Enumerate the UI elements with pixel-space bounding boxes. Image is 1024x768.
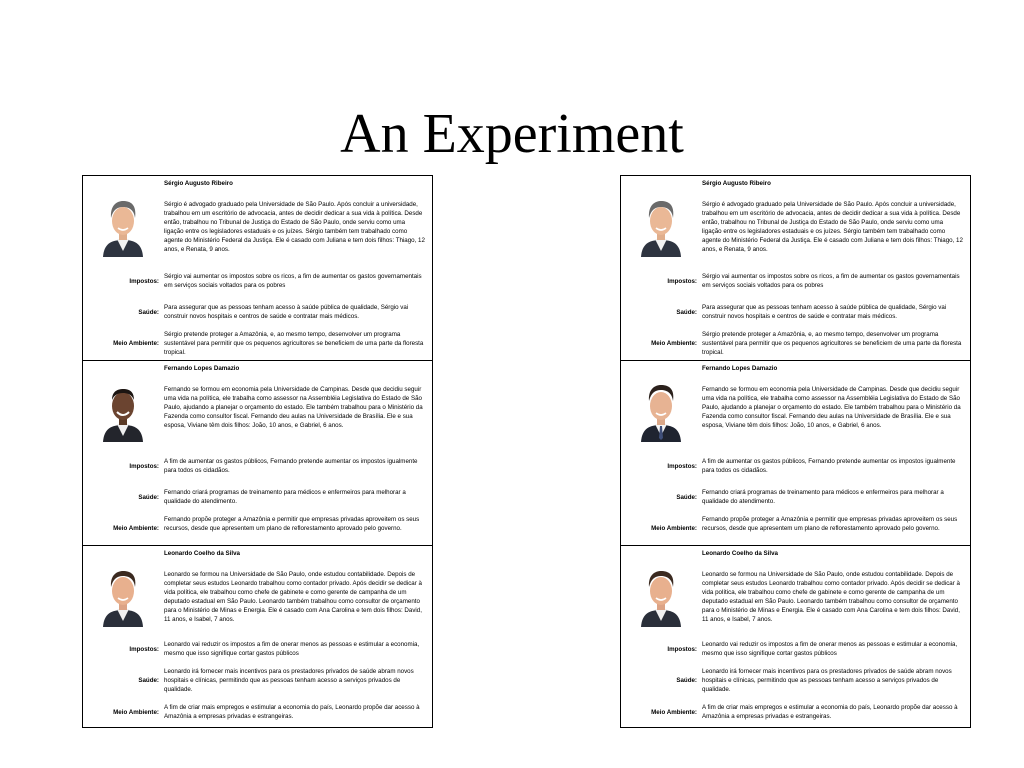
candidate-photo: [98, 193, 148, 257]
saude-text: Leonardo irá fornecer mais incentivos para os prestadores privados de saúde abram novos hospitais e clínicas, permitindo que as pessoas tenham acesso a serviços privados de qualidade.: [702, 668, 952, 693]
candidate-photo: [98, 563, 148, 627]
candidate-sergio: [83, 176, 432, 361]
saude-label: Saúde:: [676, 309, 697, 316]
meio-ambiente-label: Meio Ambiente:: [651, 525, 697, 532]
candidate-bio: Leonardo se formou na Universidade de São Paulo, onde estudou contabilidade. Depois de completar seus estudos Leonardo trabalhou como contador privado. Após decidir se dedicar à vida política, ele trabalhou como chefe de gabinete e como gerente de campanha de um deputado estadual em São Paulo. Leonardo também trabalhou como consultor de orçamento para o Ministério de Minas e Energia. Ele é casado com Ana Carolina e tem dois filhos: David, 11 anos, e Isabel, 7 anos.: [164, 571, 422, 623]
saude-label: Saúde:: [138, 677, 159, 684]
impostos-text: A fim de aumentar os gastos públicos, Fernando pretende aumentar os impostos igualmente para todos os cidadãos.: [702, 458, 956, 474]
meio-ambiente-label: Meio Ambiente:: [113, 340, 159, 347]
meio-ambiente-text: Sérgio pretende proteger a Amazônia, e, ao mesmo tempo, desenvolver um programa sustentável para permitir que os pequenos agricultores se beneficiem de uma parte da floresta tropical.: [702, 331, 962, 356]
saude-text: Leonardo irá fornecer mais incentivos para os prestadores privados de saúde abram novos hospitais e clínicas, permitindo que as pessoas tenham acesso a serviços privados de qualidade.: [164, 668, 414, 693]
meio-ambiente-text: Fernando propõe proteger a Amazônia e permitir que empresas privadas aproveitem os seus recursos, desde que apresentem um plano de reflorestamento aprovado pelo governo.: [702, 516, 958, 532]
meio-ambiente-label: Meio Ambiente:: [113, 525, 159, 532]
saude-label: Saúde:: [138, 494, 159, 501]
candidate-sergio: [621, 176, 970, 361]
impostos-label: Impostos:: [129, 646, 159, 653]
impostos-text: Sérgio vai aumentar os impostos sobre os ricos, a fim de aumentar os gastos governamentais em serviços sociais voltados para os pobres: [702, 273, 960, 289]
left-candidate-sheet: [82, 175, 433, 728]
impostos-label: Impostos:: [667, 463, 697, 470]
saude-text: Para assegurar que as pessoas tenham acesso à saúde pública de qualidade, Sérgio vai construir novos hospitais e centros de saúde e contratar mais médicos.: [164, 304, 409, 320]
meio-ambiente-text: Fernando propõe proteger a Amazônia e permitir que empresas privadas aproveitem os seus recursos, desde que apresentem um plano de reflorestamento aprovado pelo governo.: [164, 516, 420, 532]
saude-label: Saúde:: [676, 494, 697, 501]
candidate-bio: Fernando se formou em economia pela Universidade de Campinas. Desde que decidiu seguir uma vida na política, ele trabalha como assessor na Assembléia Legislativa do Estado de São Paulo, ajudando a planejar o orçamento do estado. Ele também trabalhou para o Ministério da Fazenda como consultor fiscal. Fernando deu aulas na Universidade de Brasília. Ele e sua esposa, Viviane têm dois filhos: João, 10 anos, e Gabriel, 6 anos.: [164, 386, 423, 429]
impostos-text: Leonardo vai reduzir os impostos a fim de onerar menos as pessoas e estimular a economia, mesmo que isso signifique cortar gastos públicos: [702, 641, 958, 657]
meio-ambiente-text: A fim de criar mais empregos e estimular a economia do país, Leonardo propõe dar acesso à Amazônia a empresas privadas e estrangeiras.: [164, 704, 420, 720]
candidate-bio: Sérgio é advogado graduado pela Universidade de São Paulo. Após concluir a universidade, trabalhou em um escritório de advocacia, antes de decidir dedicar a sua vida à política. Desde então, trabalhou no Tribunal de Justiça do Estado de São Paulo, onde serviu como uma ligação entre os legisladores estaduais e os juízes. Sérgio também tem trabalhado como agente do Ministério Federal da Justiça. Ele é casado com Juliana e tem dois filhos: Thiago, 12 anos, e Renata, 9 anos.: [164, 201, 425, 253]
candidate-name: Sérgio Augusto Ribeiro: [702, 180, 771, 187]
candidate-fernando: [621, 361, 970, 546]
meio-ambiente-label: Meio Ambiente:: [651, 709, 697, 716]
saude-label: Saúde:: [138, 309, 159, 316]
meio-ambiente-text: A fim de criar mais empregos e estimular a economia do país, Leonardo propõe dar acesso à Amazônia a empresas privadas e estrangeiras.: [702, 704, 958, 720]
candidate-bio: Sérgio é advogado graduado pela Universidade de São Paulo. Após concluir a universidade, trabalhou em um escritório de advocacia, antes de decidir dedicar a sua vida à política. Desde então, trabalhou no Tribunal de Justiça do Estado de São Paulo, onde serviu como uma ligação entre os legisladores estaduais e os juízes. Sérgio também tem trabalhado como agente do Ministério Federal da Justiça. Ele é casado com Juliana e tem dois filhos: Thiago, 12 anos, e Renata, 9 anos.: [702, 201, 963, 253]
saude-text: Fernando criará programas de treinamento para médicos e enfermeiros para melhorar a qualidade do atendimento.: [164, 489, 406, 505]
impostos-text: Leonardo vai reduzir os impostos a fim de onerar menos as pessoas e estimular a economia, mesmo que isso signifique cortar gastos públicos: [164, 641, 420, 657]
candidate-fernando: [83, 361, 432, 546]
candidate-leonardo: [621, 546, 970, 727]
saude-label: Saúde:: [676, 677, 697, 684]
candidate-bio: Fernando se formou em economia pela Universidade de Campinas. Desde que decidiu seguir uma vida na política, ele trabalha como assessor na Assembléia Legislativa do Estado de São Paulo, ajudando a planejar o orçamento do estado. Ele também trabalhou para o Ministério da Fazenda como consultor fiscal. Fernando deu aulas na Universidade de Brasília. Ele e sua esposa, Viviane têm dois filhos: João, 10 anos, e Gabriel, 6 anos.: [702, 386, 961, 429]
impostos-label: Impostos:: [667, 646, 697, 653]
candidate-name: Sérgio Augusto Ribeiro: [164, 180, 233, 187]
candidate-name: Leonardo Coelho da Silva: [702, 550, 778, 557]
candidate-photo: [636, 378, 686, 442]
candidate-name: Leonardo Coelho da Silva: [164, 550, 240, 557]
candidate-name: Fernando Lopes Damazio: [702, 365, 778, 372]
saude-text: Para assegurar que as pessoas tenham acesso à saúde pública de qualidade, Sérgio vai construir novos hospitais e centros de saúde e contratar mais médicos.: [702, 304, 947, 320]
candidate-photo: [98, 378, 148, 442]
candidate-bio: Leonardo se formou na Universidade de São Paulo, onde estudou contabilidade. Depois de completar seus estudos Leonardo trabalhou como contador privado. Após decidir se dedicar à vida política, ele trabalhou como chefe de gabinete e como gerente de campanha de um deputado estadual em São Paulo. Leonardo também trabalhou como consultor de orçamento para o Ministério de Minas e Energia. Ele é casado com Ana Carolina e tem dois filhos: David, 11 anos, e Isabel, 7 anos.: [702, 571, 960, 623]
impostos-label: Impostos:: [129, 463, 159, 470]
meio-ambiente-label: Meio Ambiente:: [113, 709, 159, 716]
impostos-label: Impostos:: [667, 278, 697, 285]
candidate-photo: [636, 563, 686, 627]
impostos-text: A fim de aumentar os gastos públicos, Fernando pretende aumentar os impostos igualmente para todos os cidadãos.: [164, 458, 418, 474]
right-candidate-sheet: [620, 175, 971, 728]
meio-ambiente-label: Meio Ambiente:: [651, 340, 697, 347]
candidate-photo: [636, 193, 686, 257]
impostos-text: Sérgio vai aumentar os impostos sobre os ricos, a fim de aumentar os gastos governamentais em serviços sociais voltados para os pobres: [164, 273, 422, 289]
impostos-label: Impostos:: [129, 278, 159, 285]
slide-title: An Experiment: [340, 103, 684, 165]
meio-ambiente-text: Sérgio pretende proteger a Amazônia, e, ao mesmo tempo, desenvolver um programa sustentável para permitir que os pequenos agricultores se beneficiem de uma parte da floresta tropical.: [164, 331, 424, 356]
saude-text: Fernando criará programas de treinamento para médicos e enfermeiros para melhorar a qualidade do atendimento.: [702, 489, 944, 505]
candidate-leonardo: [83, 546, 432, 727]
candidate-name: Fernando Lopes Damazio: [164, 365, 240, 372]
